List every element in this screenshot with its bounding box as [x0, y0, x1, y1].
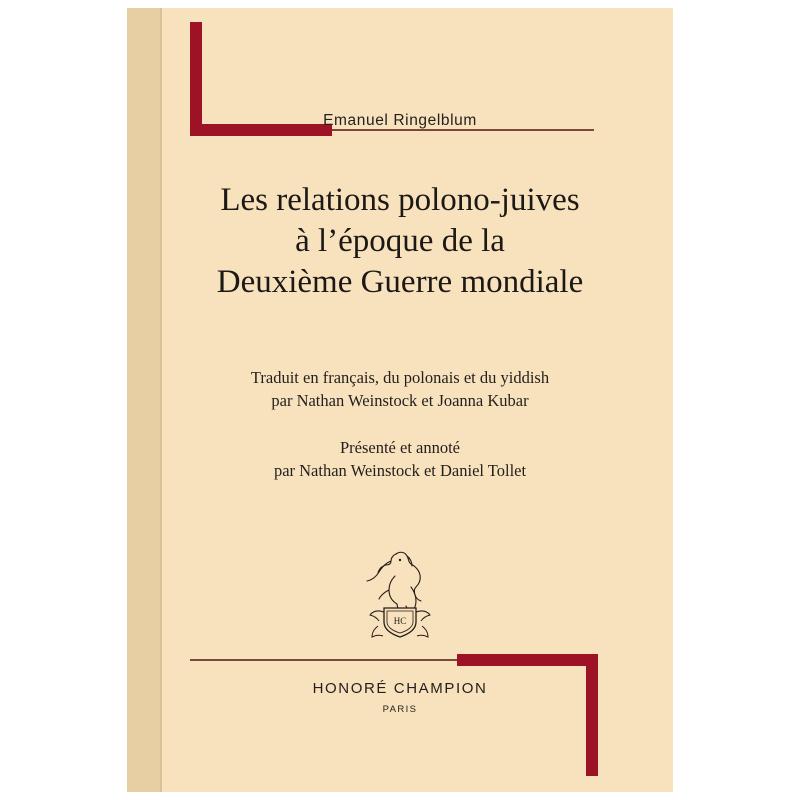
book-cover: [127, 8, 673, 792]
publisher-name: HONORÉ CHAMPION: [312, 680, 488, 697]
translation-credit: [157, 366, 643, 412]
honore-champion-horse-crest-icon: [350, 546, 450, 644]
credits-block: [157, 366, 643, 482]
translation-credit-line-2: par Nathan Weinstock et Joanna Kubar: [271, 391, 529, 410]
decorative-red-horizontal-bar-bottom: [457, 654, 598, 666]
book-title-line-3: Deuxième Guerre mondiale: [216, 264, 584, 300]
book-title-line-2: à l’époque de la: [295, 223, 505, 259]
annotation-credit-line-2: par Nathan Weinstock et Daniel Tollet: [273, 461, 527, 480]
decorative-red-vertical-bar-bottom: [586, 654, 598, 776]
decorative-rule-bottom: [190, 659, 457, 661]
publisher-city: PARIS: [382, 704, 418, 715]
annotation-credit-line-1: Présenté et annoté: [339, 438, 461, 457]
translation-credit-line-1: Traduit en français, du polonais et du yiddish: [250, 368, 550, 387]
author-name: Emanuel Ringelblum: [323, 112, 477, 129]
annotation-credit: [157, 436, 643, 482]
book-title: [157, 180, 643, 303]
book-title-line-1: Les relations polono-juives: [220, 182, 580, 218]
logo-monogram: HC: [393, 616, 407, 626]
